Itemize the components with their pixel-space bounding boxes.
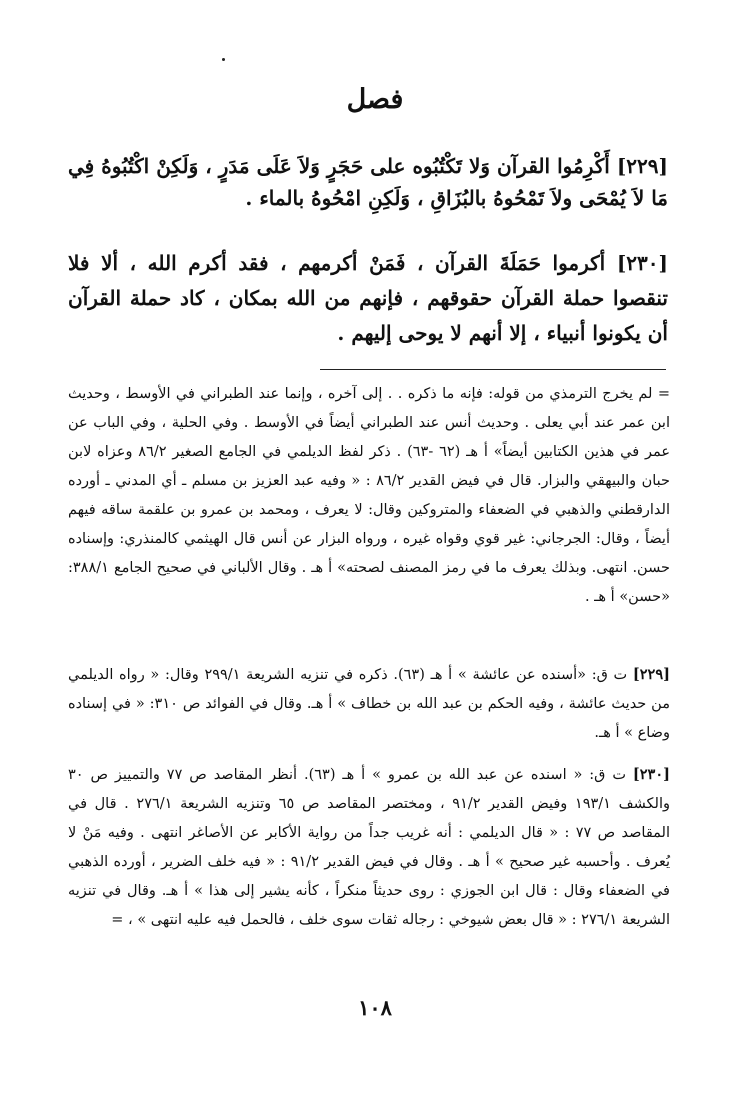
hadith-number: [٢٣٠] — [616, 251, 668, 275]
hadith-text: أَكْرِمُوا القرآن وَلا تَكْتُبُوه على حَجَرٍ وَلاَ عَلَى مَدَرٍ ، وَلَكِنْ اكْتُبُوهُ فِي مَا لاَ يُمْحَى ولاَ تَمْحُوهُ بالبُزَاقِ ، وَلَكِنِ امْحُوهُ بالماء . — [68, 154, 668, 210]
page-number: ١٠٨ — [358, 995, 392, 1020]
footnote-number: [٢٢٩] — [632, 666, 671, 683]
footnote-text: ت ق: «أسنده عن عائشة » أ هـ (٦٣). ذكره في تنزيه الشريعة ٢٩٩/١ وقال: « رواه الديلمي من حديث عائشة ، وفيه الحكم بن عبد الله بن خطاف » أ هـ. وقال في الفوائد ص ٣١٠: « في إسناده وضاع » أ هـ. — [68, 667, 670, 741]
footnote-number: [٢٣٠] — [632, 766, 670, 783]
section-title: فصل — [346, 84, 404, 115]
hadith-number: [٢٢٩] — [616, 154, 668, 178]
footnote-separator — [320, 369, 666, 370]
footnote-230 — [68, 760, 670, 935]
footnote-continued — [68, 380, 670, 612]
stray-dot — [222, 58, 225, 61]
hadith-text: أكرموا حَمَلَةَ القرآن ، فَمَنْ أكرمهم ، فقد أكرم الله ، ألا فلا تنقصوا حملة القرآن حقوقهم ، فإنهم من الله بمكان ، كاد حملة القرآن أن يكونوا أنبياء ، إلا أنهم لا يوحى إليهم . — [68, 251, 668, 345]
footnote-text: = لم يخرج الترمذي من قوله: فإنه ما ذكره . . إلى آخره ، وإنما عند الطبراني في الأوسط ، وحديث ابن عمر عند أبي يعلى . وحديث أنس عند الطبراني أيضاً في الأوسط . وفي الحلية ، وفي الباب عن عمر في هذين الكتابين أيضاً» أ هـ (٦٢ -٦٣) . ذكر لفظ الديلمي في الجامع الصغير ٨٦/٢ وعزاه لابن حبان والبيهقي والبزار. قال في فيض القدير ٨٦/٢ : « وفيه عبد العزيز بن مسلم ـ أي المدني ـ أورده الدارقطني والذهبي في الضعفاء والمتروكين وقال: لا يعرف ، ومحمد بن عمرو بن علقمة ساقه فيهم أيضاً ، وقال: الجرجاني: غير قوي وقواه غيره ، ورواه البزار عن أنس قال الهيثمي كالمنذري: وإسناده حسن. انتهى. وبذلك يعرف ما في رمز المصنف لصحته» أ هـ . وقال الألباني في صحيح الجامع ٣٨٨/١: «حسن» أ هـ . — [68, 386, 671, 605]
footnote-text: ت ق: « اسنده عن عبد الله بن عمرو » أ هـ (٦٣). أنظر المقاصد ص ٧٧ والتمييز ص ٣٠ والكشف ١٩٣/١ وفيض القدير ٩١/٢ ، ومختصر المقاصد ص ٦٥ وتنزيه الشريعة ٢٧٦/١ . قال في المقاصد ص ٧٧ : « قال الديلمي : أنه غريب جداً من رواية الأكابر عن الأصاغر انتهى . وفيه مَنْ لا يُعرف . وأحسبه غير صحيح » أ هـ . وقال في فيض القدير ٩١/٢ : « فيه خلف الضرير ، أورده الذهبي في الضعفاء وقال : قال ابن الجوزي : روى حديثاً منكراً ، كأنه يشير إلى هذا » أ هـ. وقال في تنزيه الشريعة ٢٧٦/١ : « قال بعض شيوخي : رجاله ثقات سوى خلف ، فالحمل فيه عليه انتهى » ، = — [68, 767, 670, 928]
hadith-229 — [68, 150, 668, 214]
hadith-230 — [68, 246, 668, 351]
footnote-229 — [68, 660, 670, 748]
